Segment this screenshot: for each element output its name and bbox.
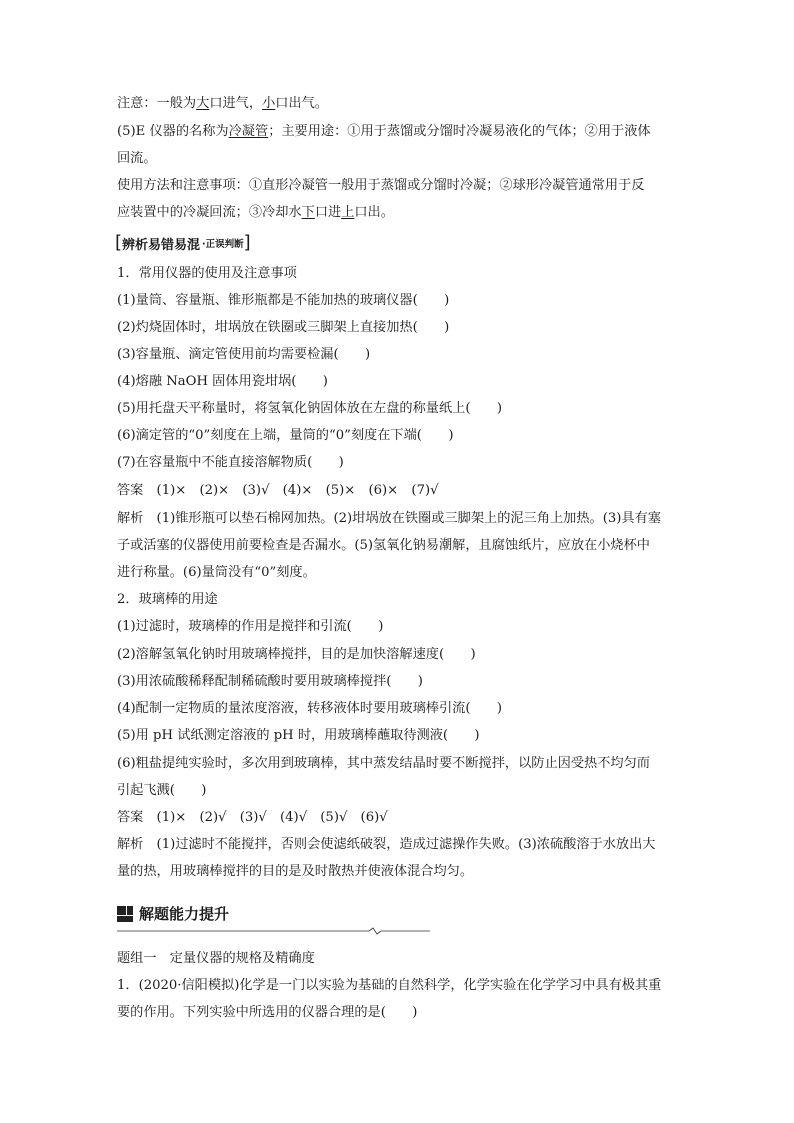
q2-item: (6)粗盐提纯实验时，多次用到玻璃棒，其中蒸发结晶时要不断搅拌，以防止因受热不均匀而 bbox=[117, 756, 650, 771]
q2-item: (4)配制一定物质的量浓度溶液，转移液体时要用玻璃棒引流( ) bbox=[117, 701, 503, 716]
item5-line4: 应装置中的冷凝回流；③冷却水下口进上口出。 bbox=[117, 205, 394, 220]
item5-line3: 使用方法和注意事项：①直形冷凝管一般用于蒸馏或分馏时冷凝；②球形冷凝管通常用于反 bbox=[117, 178, 645, 193]
label-title: 辨析易错易混 bbox=[122, 237, 201, 253]
group1-title: 题组一 定量仪器的规格及精确度 bbox=[117, 951, 315, 966]
q2-item: (3)用浓硫酸稀释配制稀硫酸时要用玻璃棒搅拌( ) bbox=[117, 674, 423, 689]
q1-item: (6)滴定管的“0”刻度在上端，量筒的“0”刻度在下端( ) bbox=[117, 428, 454, 443]
left-bracket: [ bbox=[115, 232, 123, 253]
error-analysis-label bbox=[115, 233, 251, 253]
q1-analysis: 子或活塞的仪器使用前要检查是否漏水。(5)氢氧化钠易潮解，且腐蚀纸片，应放在小烧杯中 bbox=[117, 538, 650, 553]
section-block-icon bbox=[117, 906, 133, 922]
q1-item: (3)容量瓶、滴定管使用前均需要检漏( ) bbox=[117, 347, 371, 362]
q1-item: (7)在容量瓶中不能直接溶解物质( ) bbox=[117, 455, 344, 470]
q2-item: (2)溶解氢氧化钠时用玻璃棒搅拌，目的是加快溶解速度( ) bbox=[117, 647, 476, 662]
note-line: 注意：一般为大口进气，小口出气。 bbox=[117, 96, 328, 111]
section-divider bbox=[117, 927, 430, 935]
q2-title: 2．玻璃棒的用途 bbox=[117, 592, 218, 607]
q1-analysis: 进行称量。(6)量筒没有“0”刻度。 bbox=[117, 565, 316, 580]
item5-line1: (5)E 仪器的名称为冷凝管；主要用途：①用于蒸馏或分馏时冷凝易液化的气体；②用于液体 bbox=[117, 124, 651, 139]
item5-line2: 回流。 bbox=[117, 151, 157, 166]
label-subtitle: ·正误判断 bbox=[202, 239, 244, 250]
problem1-line1: 1．(2020·信阳模拟)化学是一门以实验为基础的自然科学，化学实验在化学学习中具有极其重 bbox=[117, 978, 662, 993]
problem1-line2: 要的作用。下列实验中所选用的仪器合理的是( ) bbox=[117, 1005, 418, 1020]
right-bracket: ] bbox=[243, 232, 251, 253]
q1-analysis: 解析 (1)锥形瓶可以垫石棉网加热。(2)坩埚放在铁圈或三脚架上的泥三角上加热。(3)具有塞 bbox=[117, 511, 661, 526]
q2-answer: 答案 (1)× (2)√ (3)√ (4)√ (5)√ (6)√ bbox=[117, 810, 388, 825]
section-heading bbox=[117, 903, 229, 924]
q2-item: 引起飞溅( ) bbox=[117, 783, 207, 798]
q2-item: (1)过滤时，玻璃棒的作用是搅拌和引流( ) bbox=[117, 619, 384, 634]
q2-analysis: 量的热，用玻璃棒搅拌的目的是及时散热并使液体混合均匀。 bbox=[117, 864, 474, 879]
q1-item: (4)熔融 NaOH 固体用瓷坩埚( ) bbox=[117, 374, 328, 389]
q2-item: (5)用 pH 试纸测定溶液的 pH 时，用玻璃棒蘸取待测液( ) bbox=[117, 728, 480, 743]
q1-item: (2)灼烧固体时，坩埚放在铁圈或三脚架上直接加热( ) bbox=[117, 320, 450, 335]
q1-title: 1．常用仪器的使用及注意事项 bbox=[117, 266, 297, 281]
q1-item: (5)用托盘天平称量时，将氢氧化钠固体放在左盘的称量纸上( ) bbox=[117, 401, 503, 416]
q2-analysis: 解析 (1)过滤时不能搅拌，否则会使滤纸破裂，造成过滤操作失败。(3)浓硫酸溶于水放出大 bbox=[117, 837, 656, 852]
section-title: 解题能力提升 bbox=[139, 905, 230, 923]
q1-item: (1)量筒、容量瓶、锥形瓶都是不能加热的玻璃仪器( ) bbox=[117, 293, 450, 308]
q1-answer: 答案 (1)× (2)× (3)√ (4)× (5)× (6)× (7)√ bbox=[117, 483, 439, 498]
